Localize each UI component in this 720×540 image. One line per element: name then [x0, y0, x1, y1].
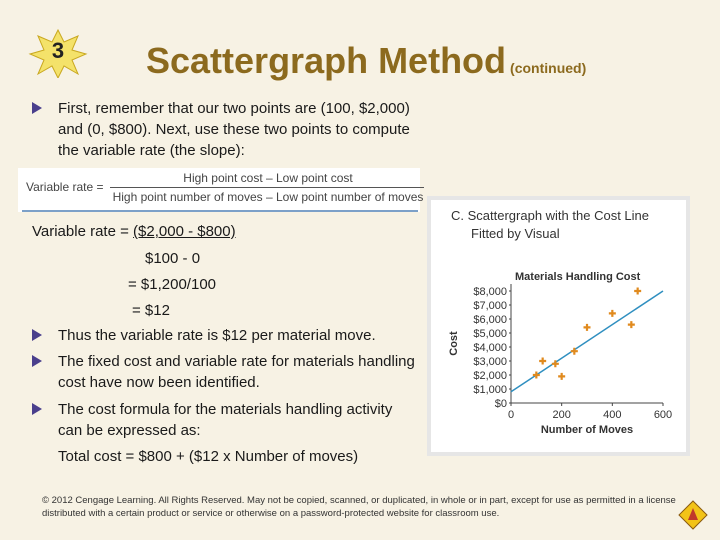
cengage-logo	[678, 500, 708, 530]
slide-number: 3	[51, 38, 65, 63]
data-point	[584, 324, 591, 331]
slide-number-badge	[28, 28, 88, 78]
y-tick-label: $0	[494, 398, 507, 410]
bullet-2: Thus the variable rate is $12 per material move.	[58, 327, 376, 344]
x-tick-label: 600	[653, 409, 673, 421]
panel-title-line-2: Fitted by Visual	[471, 226, 560, 241]
bullet-3: The fixed cost and variable rate for materials handling cost have now been identified.	[58, 353, 415, 391]
copyright-footer: © 2012 Cengage Learning. All Rights Reserved. May not be copied, scanned, or duplicated, in whole or in part, except for use as permitted in a license distributed with a certain product or service or otherwise on a password-protected website for classroom use.	[42, 495, 676, 519]
bullet-arrow-icon	[32, 329, 42, 341]
fraction-bar	[110, 187, 424, 188]
y-tick-label: $6,000	[473, 314, 507, 326]
y-tick-label: $5,000	[473, 328, 507, 340]
calc-prefix: Variable rate =	[32, 223, 134, 240]
data-point	[628, 321, 635, 328]
data-point	[539, 358, 546, 365]
chart-title: Materials Handling Cost	[515, 271, 641, 283]
x-tick-label: 200	[552, 409, 571, 421]
logo-icon	[678, 500, 708, 530]
formula-lhs: Variable rate =	[26, 180, 104, 194]
bullet-arrow-icon	[32, 102, 42, 114]
y-tick-label: $8,000	[473, 286, 507, 298]
title-suffix: (continued)	[510, 60, 587, 76]
y-tick-label: $4,000	[473, 342, 507, 354]
slide-title	[146, 40, 586, 82]
chart-svg	[431, 200, 686, 452]
cost-fit-line	[511, 291, 663, 392]
bullet-1: First, remember that our two points are (100, $2,000) and (0, $800). Next, use these two points to compute the variable rate (the slope):	[58, 100, 410, 159]
y-tick-label: $2,000	[473, 370, 507, 382]
data-point	[634, 288, 641, 295]
calc-line-2: $100 - 0	[145, 250, 201, 267]
y-axis-label: Cost	[448, 331, 460, 356]
y-tick-label: $7,000	[473, 300, 507, 312]
formula-denominator: High point number of moves – Low point number of moves	[112, 190, 424, 204]
data-point	[609, 310, 616, 317]
bullet-4: The cost formula for the materials handling activity can be expressed as:	[58, 401, 393, 439]
title-main: Scattergraph Method	[146, 40, 507, 81]
x-tick-label: 0	[507, 409, 515, 421]
bullet-arrow-icon	[32, 355, 42, 367]
panel-title-line-1: C. Scattergraph with the Cost Line	[451, 208, 649, 223]
bullet-arrow-icon	[32, 403, 42, 415]
data-point	[558, 373, 565, 380]
y-tick-label: $3,000	[473, 356, 507, 368]
variable-rate-formula	[18, 168, 424, 212]
x-tick-label: 400	[603, 409, 622, 421]
y-tick-label: $1,000	[473, 384, 507, 396]
formula-underline	[22, 210, 418, 212]
x-axis-label: Number of Moves	[540, 424, 634, 436]
scattergraph-chart	[427, 196, 690, 456]
calc-line-1	[32, 221, 236, 242]
calc-line-4: = $12	[132, 302, 170, 319]
calc-line-3: = $1,200/100	[128, 276, 217, 293]
formula-numerator: High point cost – Low point cost	[183, 171, 353, 185]
total-cost-formula: Total cost = $800 + ($12 x Number of moves)	[58, 448, 359, 465]
calc-fraction: ($2,000 - $800)	[133, 223, 236, 240]
